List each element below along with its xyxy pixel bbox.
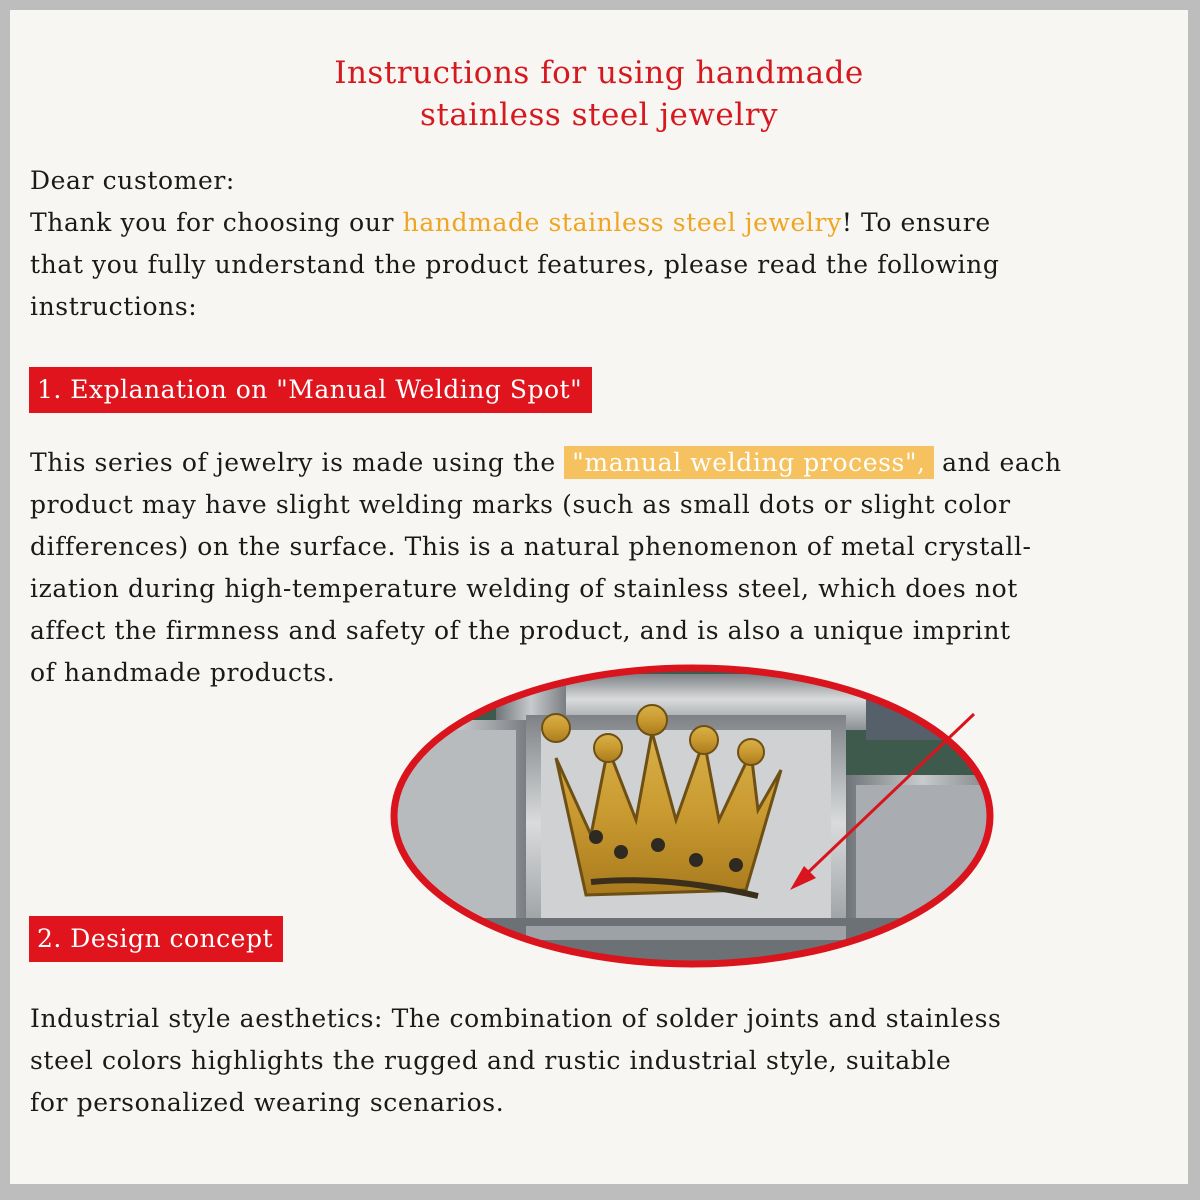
section-2-line-1: Industrial style aesthetics: The combination of solder joints and stainless: [30, 1004, 1002, 1033]
page-title: [10, 52, 1188, 136]
section-2-line-3: for personalized wearing scenarios.: [30, 1088, 505, 1117]
intro-paragraph: [30, 160, 1170, 328]
product-photo: [386, 660, 998, 972]
section-2-heading: 2. Design concept: [29, 916, 283, 962]
section-2-line-2: steel colors highlights the rugged and rustic industrial style, suitable: [30, 1046, 952, 1075]
process-highlight: "manual welding process",: [564, 446, 933, 479]
intro-line-1: Thank you for choosing our handmade stainless steel jewelry! To ensure: [30, 208, 991, 237]
intro-line-2: that you fully understand the product features, please read the following: [30, 250, 1000, 279]
instruction-card: [10, 10, 1188, 1184]
section-1-line-4: ization during high-temperature welding of stainless steel, which does not: [30, 574, 1018, 603]
section-1-line-2: product may have slight welding marks (such as small dots or slight color: [30, 490, 1011, 519]
section-1-line-1: This series of jewelry is made using the "manual welding process", and each: [30, 448, 1062, 477]
section-1-line-3: differences) on the surface. This is a natural phenomenon of metal crystall-: [30, 532, 1032, 561]
section-2-paragraph: [30, 998, 1170, 1124]
title-line-2: stainless steel jewelry: [419, 97, 779, 133]
greeting: Dear customer:: [30, 166, 235, 195]
section-1-paragraph: [30, 442, 1170, 694]
section-1-heading: 1. Explanation on "Manual Welding Spot": [29, 367, 592, 413]
section-1-line-5: affect the firmness and safety of the product, and is also a unique imprint: [30, 616, 1011, 645]
product-highlight: handmade stainless steel jewelry: [402, 208, 842, 237]
intro-line-3: instructions:: [30, 292, 198, 321]
title-line-1: Instructions for using handmade: [334, 55, 864, 91]
section-1-line-6: of handmade products.: [30, 658, 336, 687]
